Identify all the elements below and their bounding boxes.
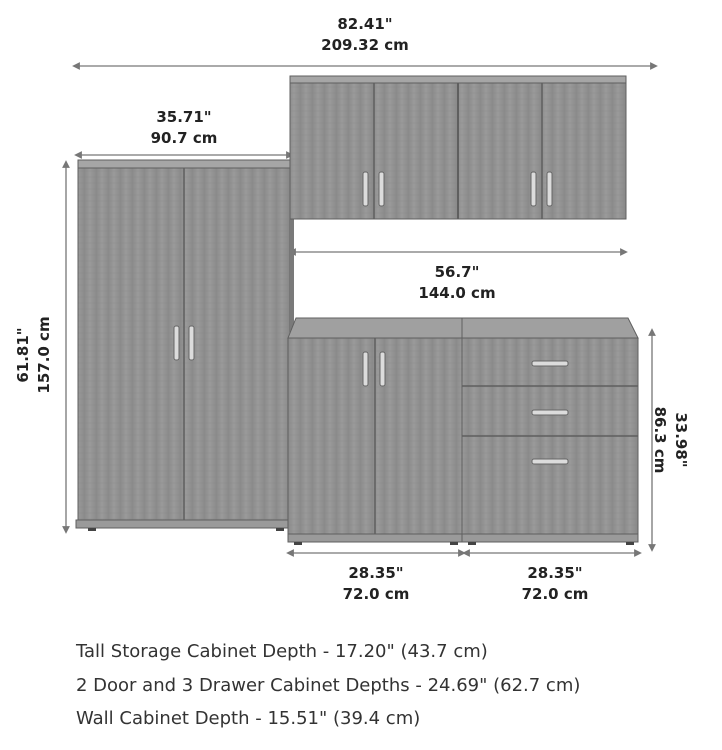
tall-width-cm: 90.7 cm (150, 129, 218, 147)
tall-width-label (124, 107, 244, 149)
base-height-cm: 86.3 cm (651, 406, 669, 474)
drawer-3-handle (532, 459, 568, 464)
door-cabinet-right-handle (380, 352, 385, 386)
drawer-width-label (495, 563, 615, 605)
overall-width-label (305, 14, 425, 56)
drawer-1-handle (532, 361, 568, 366)
door-width-in: 28.35" (348, 564, 404, 582)
overall-width-cm: 209.32 cm (321, 36, 409, 54)
wall-handle-4 (547, 172, 552, 206)
door-width-label (316, 563, 436, 605)
wall-span-label (397, 262, 517, 304)
tall-storage-cabinet (76, 160, 294, 531)
drawer-width-in: 28.35" (527, 564, 583, 582)
base-height-in: 33.98" (672, 412, 690, 468)
tall-height-cm: 157.0 cm (35, 316, 53, 394)
wall-span-in: 56.7" (434, 263, 480, 281)
depth-note-base: 2 Door and 3 Drawer Cabinet Depths - 24.69" (62.7 cm) (76, 675, 581, 696)
drawer-2-handle (532, 410, 568, 415)
wall-cabinet (290, 76, 626, 219)
depth-note-wall: Wall Cabinet Depth - 15.51" (39.4 cm) (76, 708, 421, 729)
tall-height-label (13, 295, 55, 415)
wall-span-cm: 144.0 cm (418, 284, 496, 302)
door-cabinet-left-handle (363, 352, 368, 386)
tall-height-in: 61.81" (14, 327, 32, 383)
base-height-label (649, 390, 691, 490)
drawer-width-cm: 72.0 cm (521, 585, 589, 603)
depth-note-tall: Tall Storage Cabinet Depth - 17.20" (43.7 cm) (76, 641, 488, 662)
door-width-cm: 72.0 cm (342, 585, 410, 603)
wall-handle-1 (363, 172, 368, 206)
three-drawer-cabinet (462, 318, 638, 545)
two-door-cabinet (288, 318, 462, 545)
tall-width-in: 35.71" (156, 108, 212, 126)
tall-right-handle (189, 326, 194, 360)
overall-width-in: 82.41" (337, 15, 393, 33)
wall-handle-3 (531, 172, 536, 206)
wall-handle-2 (379, 172, 384, 206)
tall-left-handle (174, 326, 179, 360)
